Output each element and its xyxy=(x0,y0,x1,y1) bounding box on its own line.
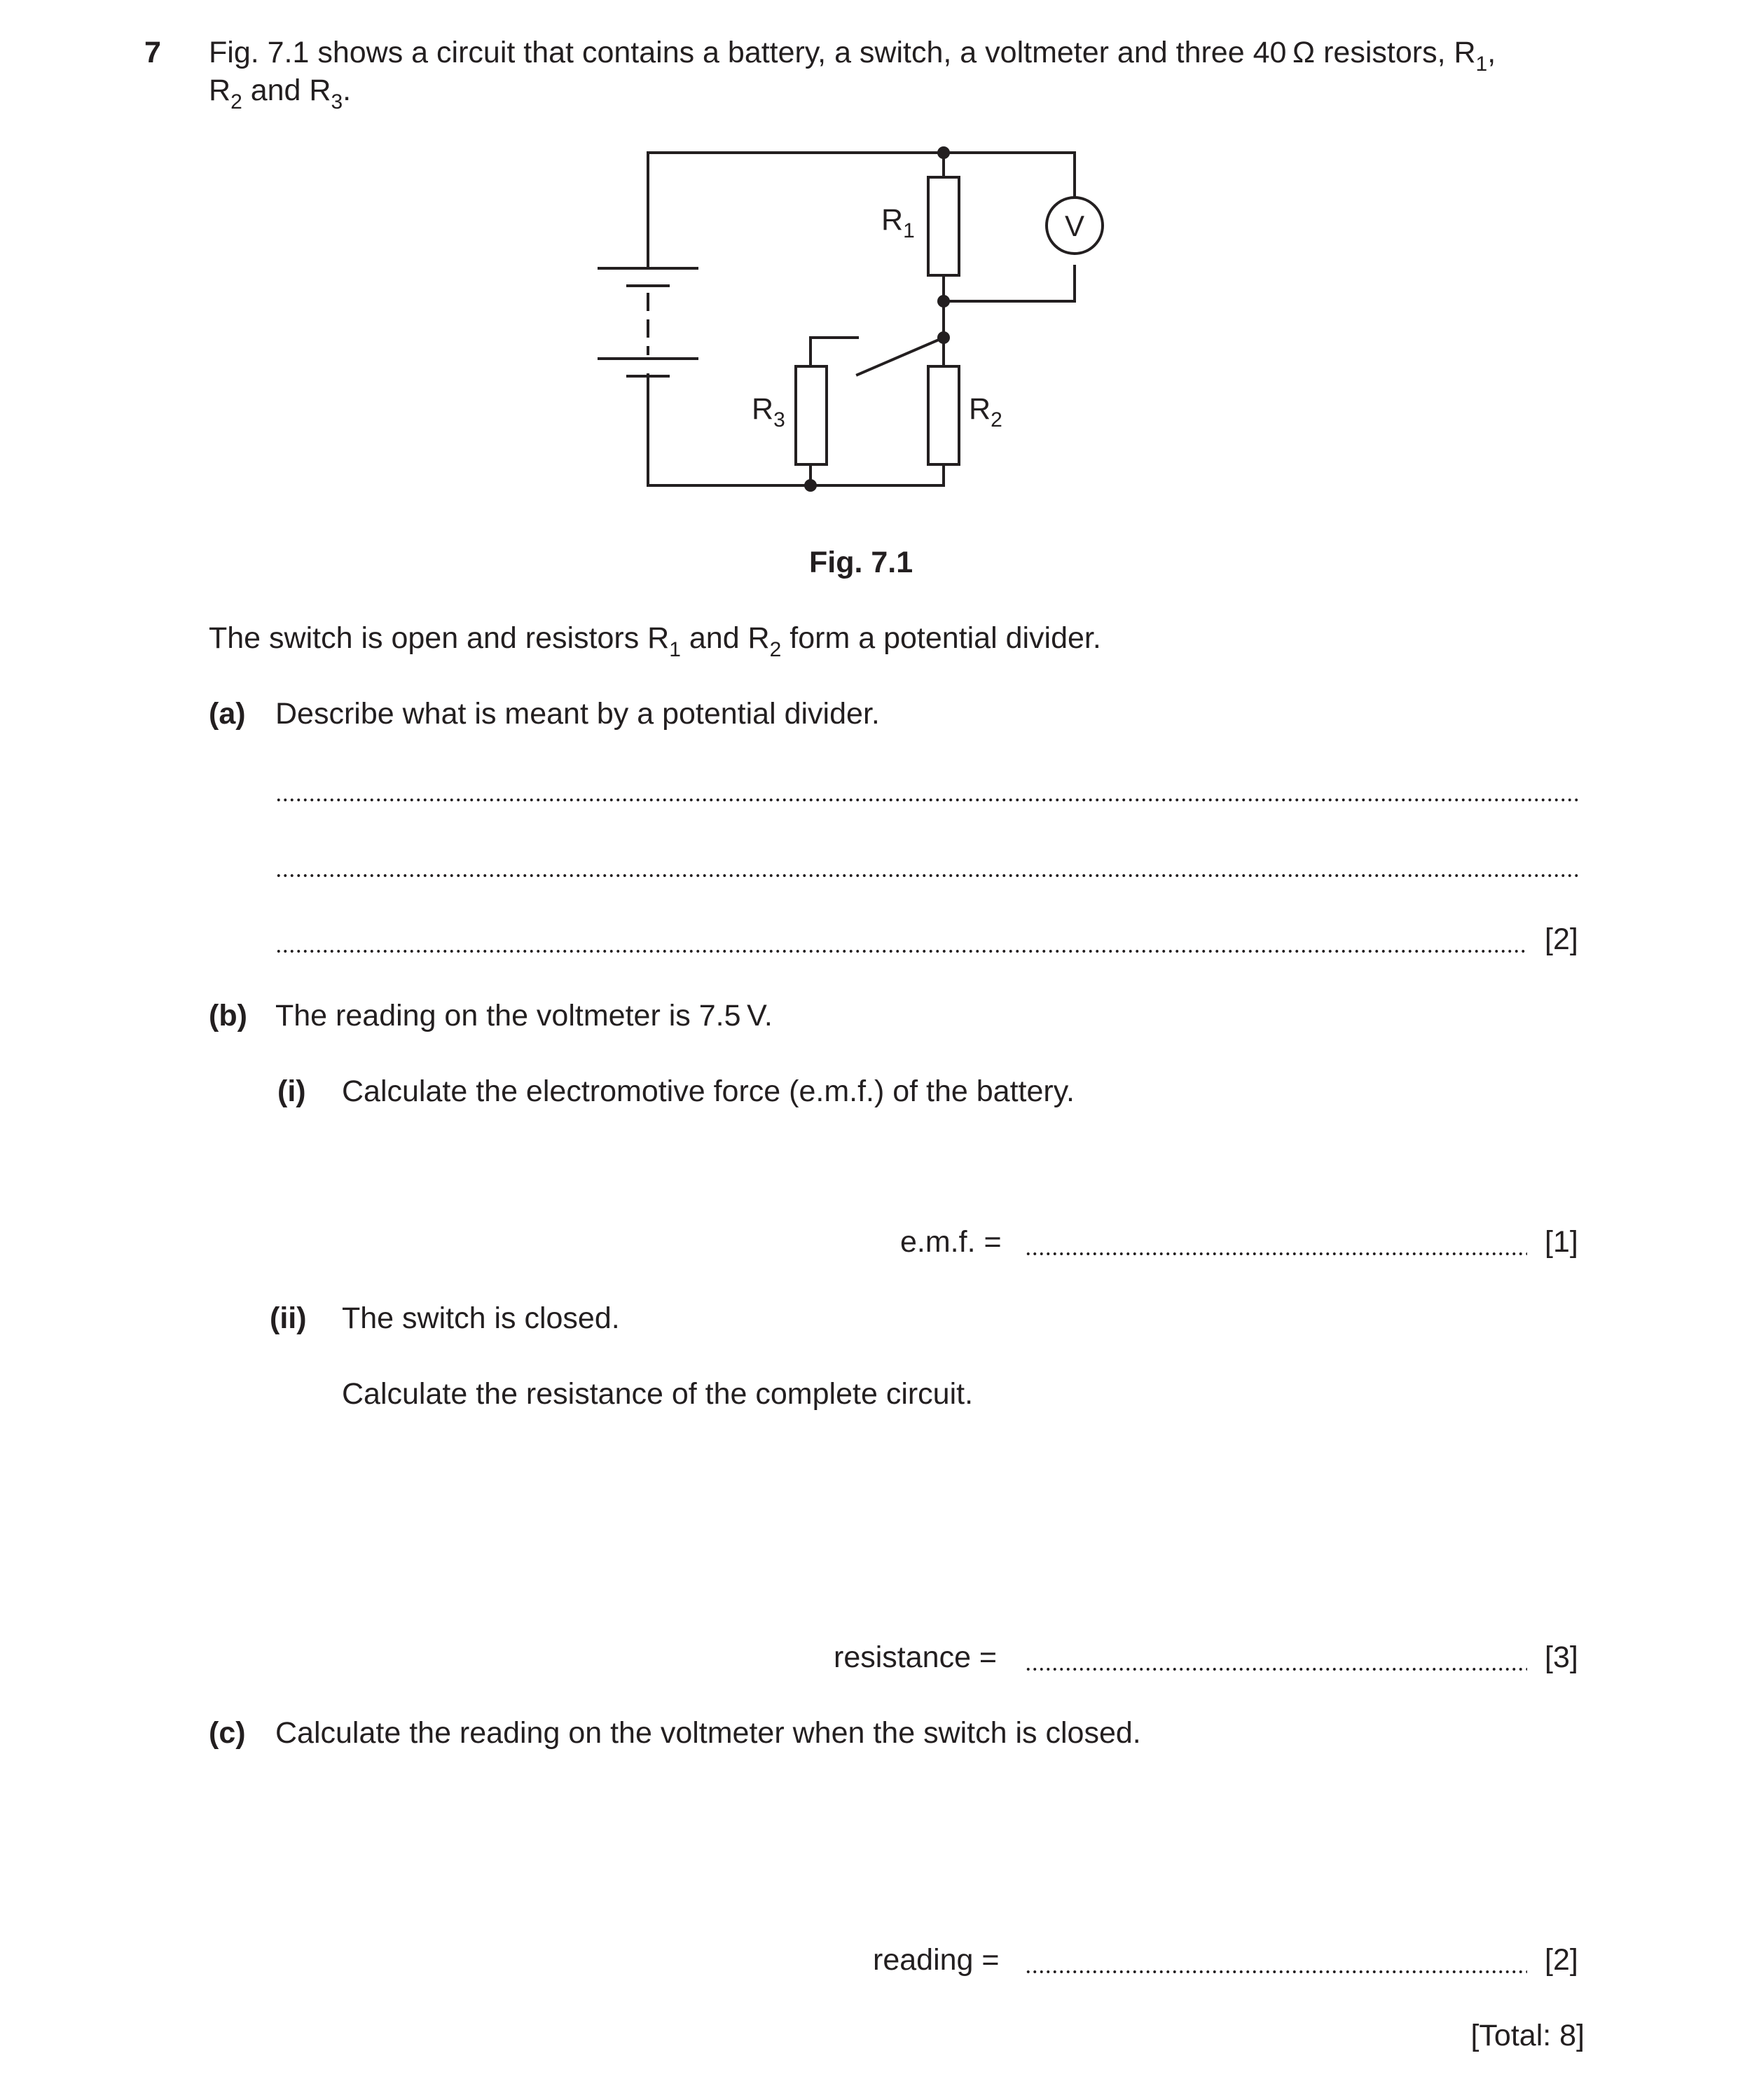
statement-subscript-1: 1 xyxy=(669,638,681,661)
answer-line-a-1[interactable] xyxy=(275,799,1579,801)
reading-answer-line[interactable] xyxy=(1025,1970,1527,1973)
part-c-text: Calculate the reading on the voltmeter when the switch is closed. xyxy=(275,1716,1141,1750)
intro-comma: , xyxy=(1487,36,1496,69)
part-b-i-label: (i) xyxy=(277,1075,306,1108)
part-b-i-text: Calculate the electromotive force (e.m.f.) of the battery. xyxy=(342,1075,1075,1108)
top-wire xyxy=(648,153,1075,266)
figure-caption: Fig. 7.1 xyxy=(809,546,913,579)
r1-label: $R_1$ xyxy=(881,203,915,242)
part-b-ii-text-1: The switch is closed. xyxy=(342,1301,620,1335)
intro-subscript-3: 3 xyxy=(331,90,343,113)
switch-contact-wire xyxy=(811,338,857,366)
intro-text: Fig. 7.1 shows a circuit that contains a battery, a switch, a voltmeter and three 40 Ω resistors, R xyxy=(209,36,1476,69)
switch-blade xyxy=(857,338,944,375)
intro-subscript-1: 1 xyxy=(1475,53,1488,76)
part-c-label: (c) xyxy=(209,1716,246,1750)
statement-part-1: The switch is open and resistors R xyxy=(209,621,670,655)
part-b-ii-text-2: Calculate the resistance of the complete circuit. xyxy=(342,1377,974,1411)
statement-subscript-2: 2 xyxy=(769,638,782,661)
junction-switch xyxy=(937,331,950,344)
part-a-label: (a) xyxy=(209,697,246,731)
junction-top xyxy=(937,146,950,159)
junction-bottom xyxy=(804,479,817,492)
intro-end: . xyxy=(343,74,352,107)
statement-part-3: form a potential divider. xyxy=(781,621,1101,655)
resistance-answer-label: resistance = xyxy=(834,1640,998,1674)
resistor-r2 xyxy=(928,366,959,464)
answer-line-a-2[interactable] xyxy=(275,874,1579,877)
marks-a: [2] xyxy=(1545,923,1578,956)
intro-and: and R xyxy=(242,74,331,107)
voltmeter-return-wire xyxy=(944,266,1075,301)
marks-b-i: [1] xyxy=(1545,1225,1578,1259)
marks-b-ii: [3] xyxy=(1545,1640,1578,1674)
part-a-text: Describe what is meant by a potential divider. xyxy=(275,697,880,731)
resistor-r1 xyxy=(928,177,959,275)
r3-label: $R_3$ xyxy=(752,392,785,431)
voltmeter-label: V xyxy=(1064,209,1085,242)
intro-subscript-2: 2 xyxy=(230,90,242,113)
emf-answer-label: e.m.f. = xyxy=(900,1225,1002,1259)
statement xyxy=(209,621,1101,661)
answer-line-a-3[interactable] xyxy=(275,950,1527,953)
circuit-diagram xyxy=(0,0,1738,532)
statement-part-2: and R xyxy=(680,621,770,655)
part-b-text: The reading on the voltmeter is 7.5 V. xyxy=(275,999,773,1032)
junction-mid xyxy=(937,295,950,308)
part-b-label: (b) xyxy=(209,999,247,1032)
marks-c: [2] xyxy=(1545,1943,1578,1977)
total-marks: [Total: 8] xyxy=(1470,2019,1585,2052)
intro-r2: R xyxy=(209,74,231,107)
resistance-answer-line[interactable] xyxy=(1025,1668,1527,1671)
emf-answer-line[interactable] xyxy=(1025,1252,1527,1255)
resistor-r3 xyxy=(796,366,827,464)
r2-label: $R_2$ xyxy=(969,392,1002,431)
question-number: 7 xyxy=(144,36,161,69)
part-b-ii-label: (ii) xyxy=(270,1301,307,1335)
reading-answer-label: reading = xyxy=(873,1943,1000,1977)
